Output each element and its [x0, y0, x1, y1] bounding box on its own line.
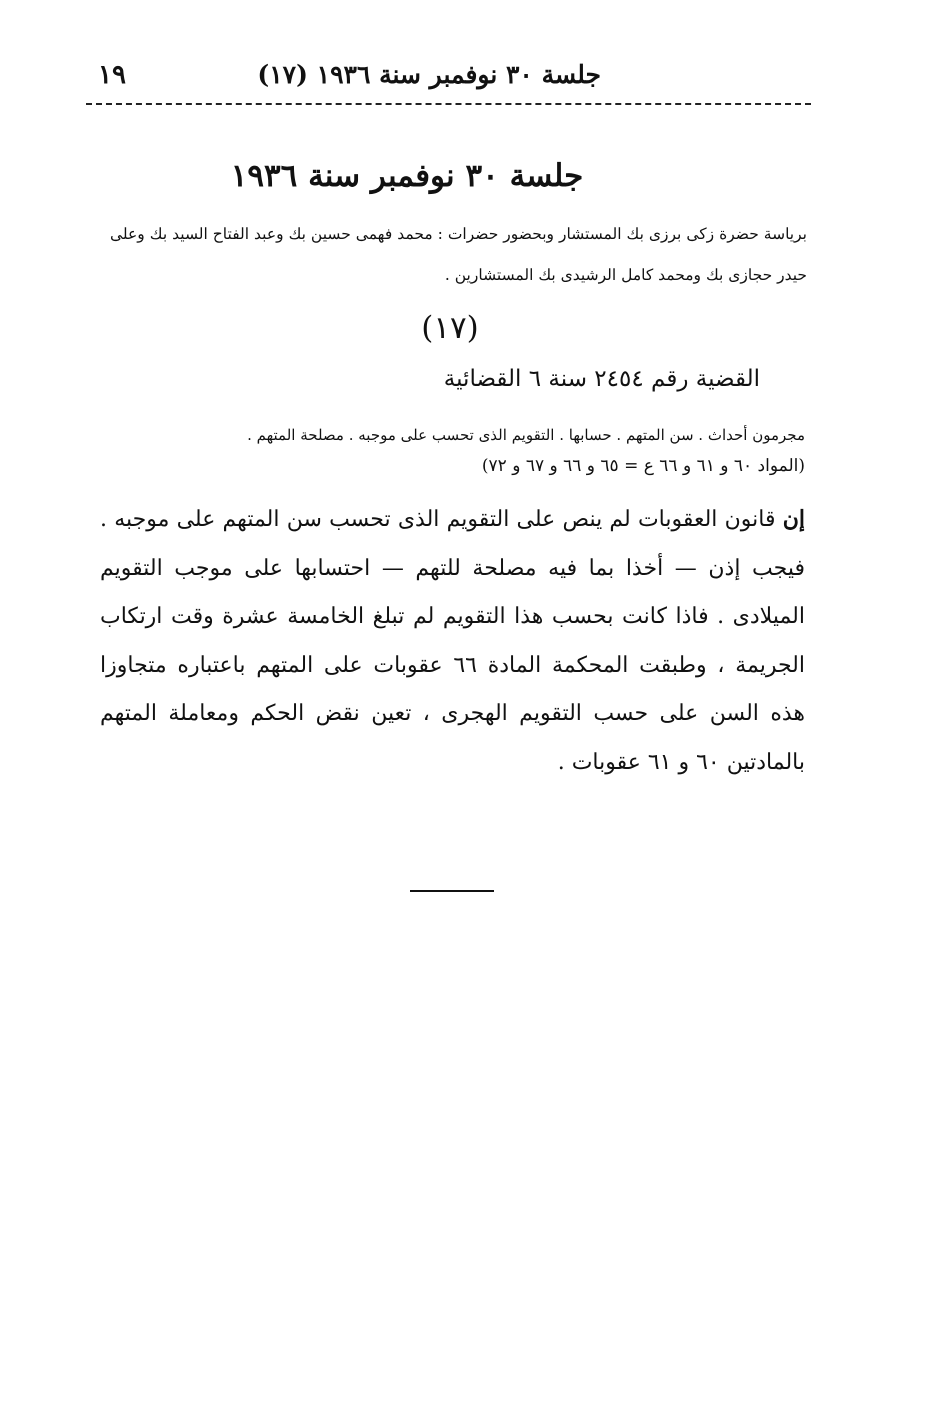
- case-number: (١٧): [421, 310, 479, 346]
- ruling-paragraph: [100, 495, 805, 787]
- end-divider: [410, 890, 494, 892]
- ruling-lead-word: إن: [782, 506, 805, 532]
- ruling-body: قانون العقوبات لم ينص على التقويم الذى تحسب سن المتهم على موجبه . فيجب إذن — أخذا بما فيه مصلحة للتهم — احتسابها على موجب التقويم الميلادى . فاذا كانت بحسب هذا التقويم لم تبلغ الخامسة عشرة وقت ارتكاب الجريمة ، وطبقت المحكمة المادة ٦٦ عقوبات على المتهم باعتباره متجاوزا هذه السن على حسب التقويم الهجرى ، تعين نقض الحكم ومعاملة المتهم بالمادتين ٦٠ و ٦١ عقوبات .: [100, 507, 805, 775]
- running-header: [86, 56, 811, 100]
- page-number: ١٩: [98, 60, 126, 90]
- case-title: القضية رقم ٢٤٥٤ سنة ٦ القضائية: [443, 366, 760, 392]
- header-divider: [86, 103, 811, 105]
- keywords-line: مجرمون أحداث . سن المتهم . حسابها . التقويم الذى تحسب على موجبه . مصلحة المتهم .: [247, 426, 805, 444]
- session-title: جلسة ٣٠ نوفمبر سنة ١٩٣٦: [230, 158, 584, 194]
- articles-reference: (المواد ٦٠ و ٦١ و ٦٦ ع = ٦٥ و ٦٦ و ٦٧ و ٧٢): [481, 456, 805, 476]
- presidency-paragraph: برياسة حضرة زكى برزى بك المستشار وبحضور حضرات : محمد فهمى حسين بك وعبد الفتاح السيد بك وعلى حيدر حجازى بك ومحمد كامل الرشيدى بك المستشارين .: [110, 225, 807, 284]
- running-title: جلسة ٣٠ نوفمبر سنة ١٩٣٦ (١٧): [257, 60, 601, 89]
